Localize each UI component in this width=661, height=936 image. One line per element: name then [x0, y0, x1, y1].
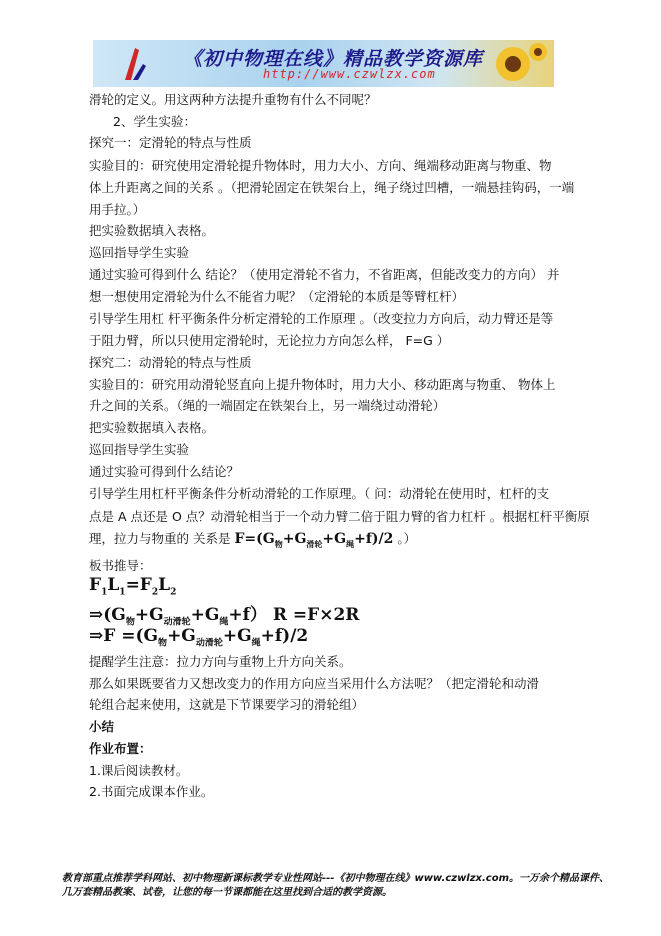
sunflower-icon: [478, 42, 548, 86]
text-line: 提醒学生注意：拉力方向与重物上升方向关系。: [89, 654, 352, 669]
text-line: 于阻力臂，所以只使用定滑轮时，无论拉力方向怎么样， F=G ）: [89, 333, 450, 348]
site-logo-icon: [121, 44, 147, 82]
text-line: 升之间的关系。（绳的一端固定在铁架台上，另一端绕过动滑轮）: [89, 398, 446, 413]
text-line: 通过实验可得到什么结论？: [89, 464, 240, 479]
text-line: 巡回指导学生实验: [89, 442, 190, 457]
text-line: [89, 529, 416, 554]
text-line: 板书推导：: [89, 558, 152, 573]
text-line: 用手拉。）: [89, 202, 146, 217]
text-line: 巡回指导学生实验: [89, 245, 190, 260]
text-line: 滑轮的定义。用这两种方法提升重物有什么不同呢？: [89, 92, 377, 107]
section-summary: 小结: [89, 719, 115, 734]
text-line: 想一想使用定滑轮为什么不能省力呢？（定滑轮的本质是等臂杠杆）: [89, 289, 465, 304]
homework-item: 2.书面完成课本作业。: [89, 784, 214, 799]
homework-item: 1.课后阅读教材。: [89, 763, 189, 778]
text-line: 探究二：动滑轮的特点与性质: [89, 355, 252, 370]
relation-tail: 。）: [397, 531, 417, 546]
footer-line: 几万套精品教案、试卷，让您的每一节课都能在这里找到合适的教学资源。: [62, 887, 392, 898]
formula-lever-balance: $F_1L_1=F_2L_2$: [89, 575, 177, 598]
text-line: 轮组合起来使用，这就是下节课要学习的滑轮组）: [89, 697, 365, 712]
text-line: 体上升距离之间的关系 。（把滑轮固定在铁架台上，绳子绕过凹槽，一端悬挂钩码，一端: [89, 180, 575, 195]
footer-line: 教育部重点推荐学科网站、初中物理新课标教学专业性网站---《初中物理在线》www.czwlzx.com。一万余个精品课件、: [62, 873, 610, 884]
text-line: 探究一：定滑轮的特点与性质: [89, 135, 252, 150]
text-line: 通过实验可得到什么 结论？（使用定滑轮不省力，不省距离，但能改变力的方向） 并: [89, 267, 560, 282]
section-homework: 作业布置：: [89, 741, 152, 756]
banner-title: 《初中物理在线》精品教学资源库: [183, 48, 484, 70]
text-line: 把实验数据填入表格。: [89, 223, 215, 238]
text-line: 那么如果既要省力又想改变力的作用方向应当采用什么方法呢？（把定滑轮和动滑: [89, 676, 540, 691]
text-line: 把实验数据填入表格。: [89, 420, 215, 435]
text-line: 引导学生用杠杆平衡条件分析动滑轮的工作原理。（ 问：动滑轮在使用时，杠杆的支: [89, 486, 550, 501]
text-line: 点是 A 点还是 O 点？动滑轮相当于一个动力臂二倍于阻力臂的省力杠杆 。根据杠杆平衡原: [89, 509, 590, 524]
formula-step-2: $\Rightarrow(G_物+G_{动滑轮}+G_绳+f)$ R =F×2R: [89, 605, 360, 628]
header-banner: [93, 40, 554, 87]
text-line: 2、学生实验：: [113, 114, 196, 129]
formula-step-3: ⇒F $=(G_物+G_{动滑轮}+G_绳+f)/2$: [89, 626, 309, 649]
relation-lead: 理，拉力与物重的 关系是: [89, 531, 231, 546]
text-line: 实验目的：研究用动滑轮竖直向上提升物体时，用力大小、移动距离与物重、 物体上: [89, 377, 556, 392]
text-line: 实验目的：研究使用定滑轮提升物体时，用力大小、方向、绳端移动距离与物重、物: [89, 158, 552, 173]
relation-formula: $F=(G_物+G_{滑轮}+G_绳+f)/2$: [234, 531, 394, 549]
banner-url: http://www.czwlzx.com: [263, 67, 436, 81]
text-line: 引导学生用杠 杆平衡条件分析定滑轮的工作原理 。（改变拉力方向后，动力臂还是等: [89, 311, 554, 326]
